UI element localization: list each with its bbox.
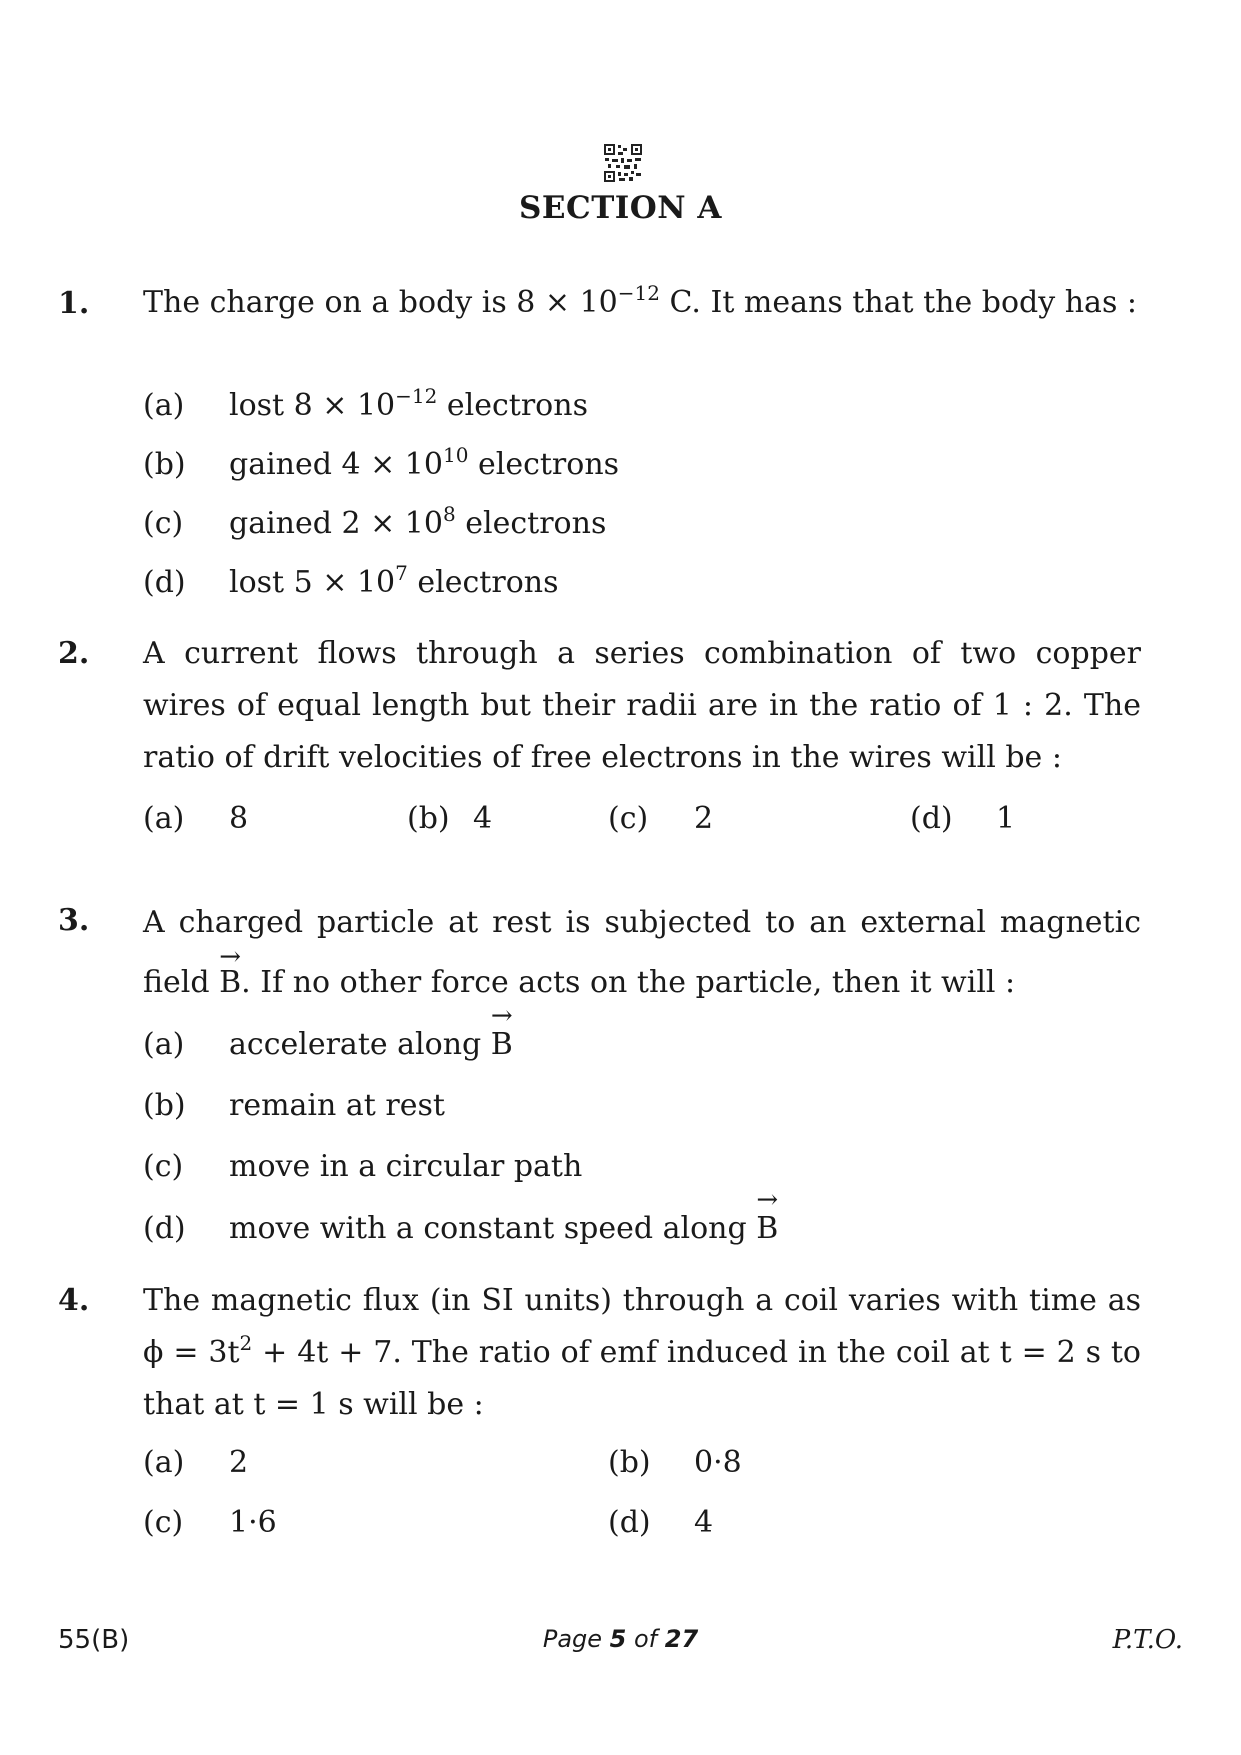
option-label: (c) [143,506,184,541]
option-c [143,1505,277,1540]
option-c [143,502,607,541]
superscript: 8 [442,502,456,526]
option-b [143,1088,445,1123]
superscript: −12 [395,384,438,408]
page-number [0,1625,1241,1653]
question-number: 4. [58,1283,90,1318]
option-text: lost 5 × 10 [229,565,396,600]
page-total: 27 [664,1625,699,1653]
option-b [407,801,492,836]
page-current: 5 [609,1625,627,1653]
option-label: (d) [143,565,186,600]
option-text: remain at rest [229,1088,445,1123]
option-c [608,801,713,836]
superscript: 10 [442,443,469,467]
vector-b: → B [491,1027,513,1062]
option-label: (b) [608,1445,651,1480]
page-prefix: Page [542,1625,610,1653]
option-label: (c) [608,801,649,836]
option-label: (c) [143,1505,184,1540]
paper-code: 55(B) [58,1625,130,1655]
question-text [143,893,1141,1013]
question-text: A current flows through a series combination of two copper wires of equal length but their radii are in the ratio of 1 : 2. The ratio of drift velocities of free electrons in the wires will be : [143,636,1141,775]
option-text: gained 2 × 10 [229,506,443,541]
vector-b: → B [756,1211,778,1246]
option-value: 2 [694,801,714,836]
option-label: (d) [910,801,953,836]
option-label: (b) [143,1088,186,1123]
option-label: (a) [143,1445,185,1480]
option-text: gained 4 × 10 [229,447,443,482]
option-d [910,801,1015,836]
question-text-part: C. It means that the body has : [659,285,1137,320]
option-b [143,443,620,482]
option-label: (d) [143,1211,186,1246]
option-text: electrons [455,506,607,541]
question-number: 1. [58,286,90,321]
option-text: move with a constant speed along [229,1211,757,1246]
question-text-part: + 4t + 7. The ratio of emf induced in the coil at t = 2 s to that at t = 1 s will be : [143,1335,1141,1422]
question-text-part: A charged particle at rest is subjected to an external magnetic field [143,905,1141,1000]
option-text: electrons [407,565,559,600]
option-label: (b) [143,447,186,482]
option-text: lost 8 × 10 [229,388,396,423]
section-title: SECTION A [519,190,722,226]
option-text: electrons [437,388,588,423]
option-a [143,1445,248,1480]
option-value: 4 [694,1505,714,1540]
page-of: of [626,1625,665,1653]
question-number: 3. [58,903,90,938]
question-number: 2. [58,636,90,671]
option-label: (a) [143,801,185,836]
option-d [143,561,559,600]
option-label: (a) [143,388,185,423]
option-value: 2 [229,1445,249,1480]
option-label: (c) [143,1149,184,1184]
pto-label: P.T.O. [1112,1625,1183,1655]
option-text: accelerate along [229,1027,491,1062]
option-text: move in a circular path [229,1149,583,1184]
question-text-part: The charge on a body is 8 × 10 [143,285,618,320]
option-value: 0·8 [694,1445,742,1480]
option-text: electrons [468,447,620,482]
superscript: 2 [239,1331,253,1355]
option-b [608,1445,742,1480]
option-value: 1·6 [229,1505,277,1540]
question-text [143,1275,1141,1431]
option-value: 1 [996,801,1016,836]
question-text [143,280,1141,326]
qr-code-icon [604,144,642,182]
superscript: 7 [395,561,408,585]
option-label: (b) [407,801,450,836]
vector-b: → B [219,953,241,1013]
option-c [143,1149,582,1184]
option-d [608,1505,713,1540]
option-a [143,801,248,836]
question-text-part: . If no other force acts on the particle, then it will : [241,965,1016,1000]
option-label: (a) [143,1027,185,1062]
option-a [143,1027,513,1062]
option-d [143,1211,778,1246]
superscript: −12 [617,281,660,305]
option-label: (d) [608,1505,651,1540]
option-a [143,384,588,423]
option-value: 4 [473,801,493,836]
question-text-part: The magnetic flux (in SI units) through a coil varies with time as ϕ = 3t [143,1283,1141,1370]
option-value: 8 [229,801,249,836]
